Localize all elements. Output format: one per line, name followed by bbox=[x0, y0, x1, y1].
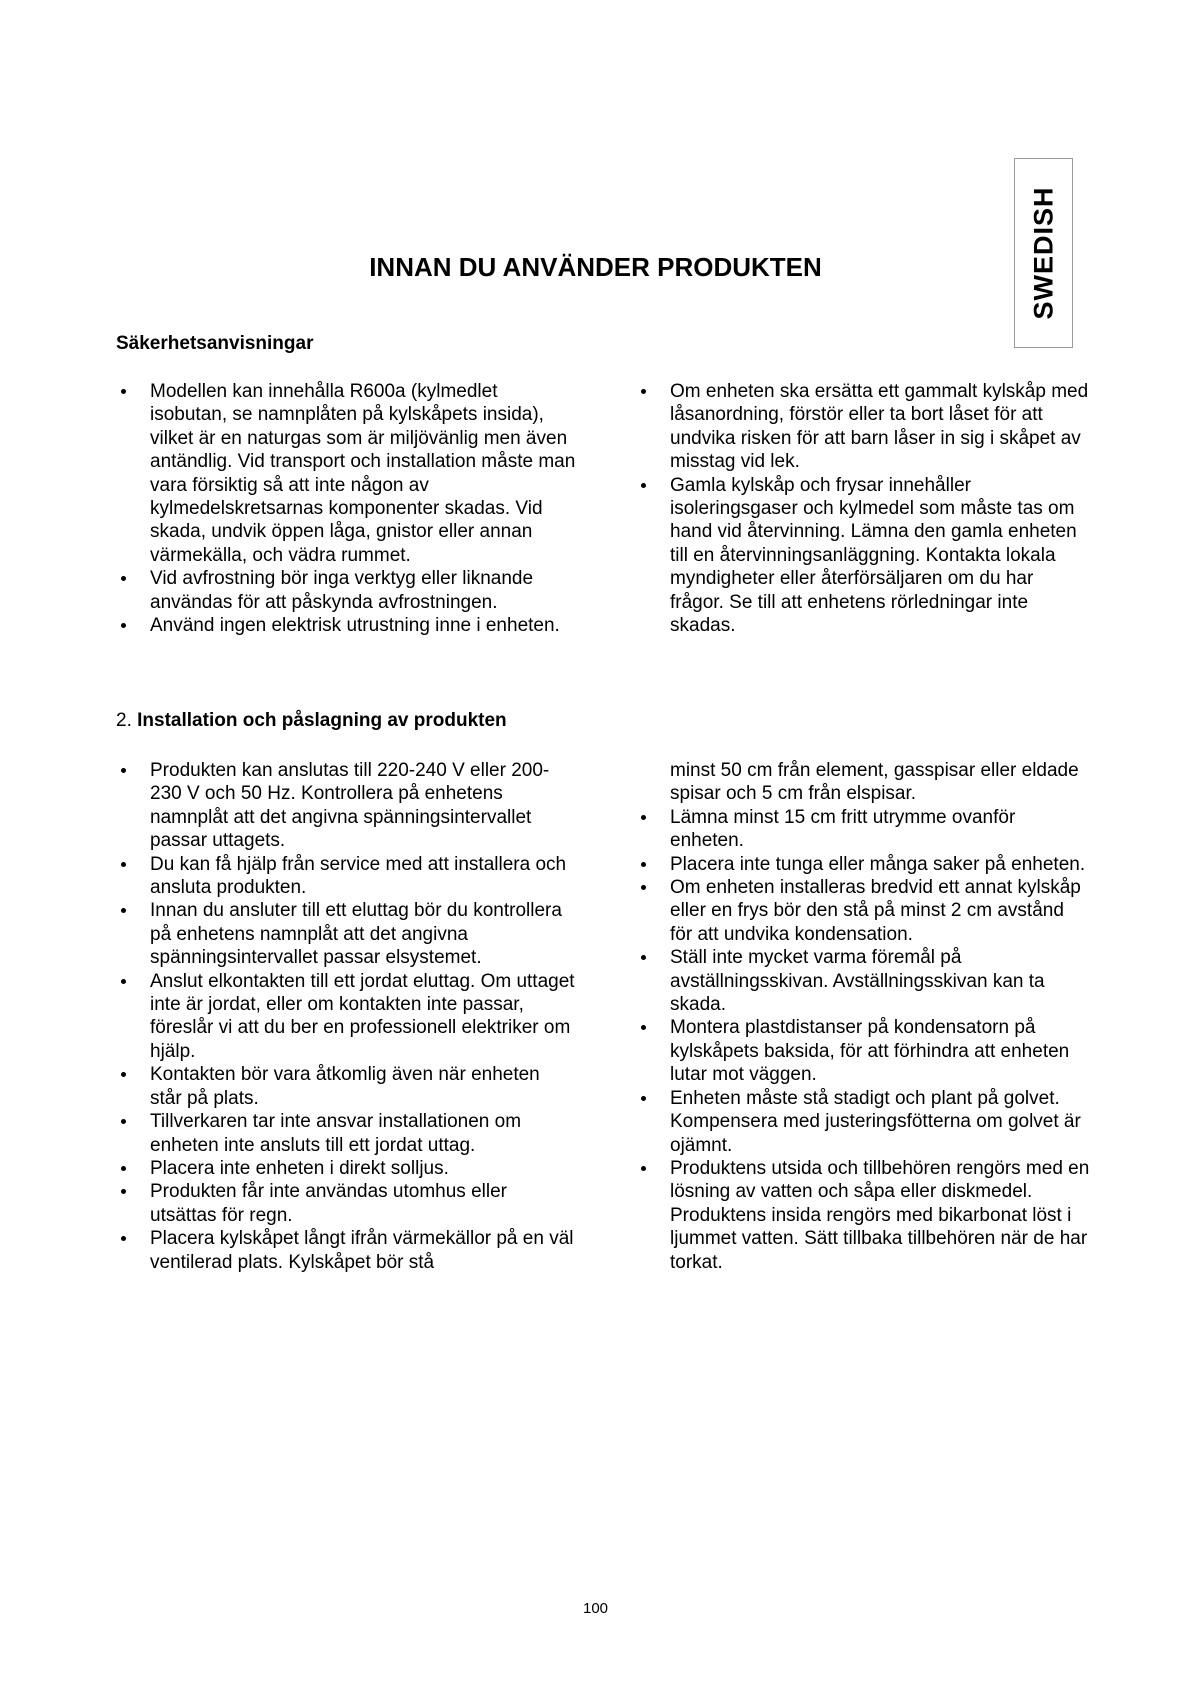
list-item: Gamla kylskåp och frysar innehåller isoleringsgaser och kylmedel som måste tas om hand vid återvinning. Lämna den gamla enheten till en återvinningsanläggning. Kontakta lokala myndigheter eller återförsäljaren om du har frågor. Se till att enhetens rörledningar inte skadas. bbox=[636, 474, 1091, 638]
list-item-continuation: minst 50 cm från element, gasspisar eller eldade spisar och 5 cm från elspisar. bbox=[670, 760, 1079, 805]
section-heading-text: Installation och påslagning av produkten bbox=[137, 710, 507, 731]
list-item: Tillverkaren tar inte ansvar installationen om enheten inte ansluts till ett jordat uttag. bbox=[116, 1110, 576, 1157]
list-item: Montera plastdistanser på kondensatorn på kylskåpets baksida, för att förhindra att enheten lutar mot väggen. bbox=[636, 1016, 1091, 1086]
language-tab-label: SWEDISH bbox=[1028, 186, 1058, 320]
list-item: Om enheten ska ersätta ett gammalt kylskåp med låsanordning, förstör eller ta bort låset för att undvika risken för att barn låser in sig i skåpet av misstag vid lek. bbox=[636, 380, 1091, 474]
installation-list-right bbox=[636, 759, 1091, 1274]
list-item: Placera inte tunga eller många saker på enheten. bbox=[636, 853, 1091, 876]
list-item: Du kan få hjälp från service med att installera och ansluta produkten. bbox=[116, 853, 576, 900]
page-number: 100 bbox=[582, 1600, 609, 1617]
section-heading-installation bbox=[116, 710, 507, 732]
installation-list-left bbox=[116, 759, 576, 1274]
list-item: Lämna minst 15 cm fritt utrymme ovanför enheten. bbox=[636, 806, 1091, 853]
list-item: Ställ inte mycket varma föremål på avställningsskivan. Avställningsskivan kan ta skada. bbox=[636, 946, 1091, 1016]
list-item: Anslut elkontakten till ett jordat eluttag. Om uttaget inte är jordat, eller om kontakten inte passar, föreslår vi att du ber en professionell elektriker om hjälp. bbox=[116, 970, 576, 1064]
list-item: Vid avfrostning bör inga verktyg eller liknande användas för att påskynda avfrostningen. bbox=[116, 567, 576, 614]
list-item: Placera inte enheten i direkt solljus. bbox=[116, 1157, 576, 1180]
safety-list-left bbox=[116, 380, 576, 637]
list-item: Om enheten installeras bredvid ett annat kylskåp eller en frys bör den stå på minst 2 cm avstånd för att undvika kondensation. bbox=[636, 876, 1091, 946]
section-number: 2. bbox=[116, 710, 132, 731]
section-heading-safety: Säkerhetsanvisningar bbox=[116, 333, 314, 354]
page-title: INNAN DU ANVÄNDER PRODUKTEN bbox=[369, 252, 822, 282]
list-item: Produktens utsida och tillbehören rengörs med en lösning av vatten och såpa eller diskmedel. Produktens insida rengörs med bikarbonat löst i ljummet vatten. Sätt tillbaka tillbehören när de har torkat. bbox=[636, 1157, 1091, 1274]
list-item: Kontakten bör vara åtkomlig även när enheten står på plats. bbox=[116, 1063, 576, 1110]
list-item: Använd ingen elektrisk utrustning inne i enheten. bbox=[116, 614, 576, 637]
list-item: Innan du ansluter till ett eluttag bör du kontrollera på enhetens namnplåt att det angivna spänningsintervallet passar elsystemet. bbox=[116, 899, 576, 969]
list-item: Produkten kan anslutas till 220-240 V eller 200-230 V och 50 Hz. Kontrollera på enhetens namnplåt att det angivna spänningsintervallet passar uttagets. bbox=[116, 759, 576, 853]
list-item: Enheten måste stå stadigt och plant på golvet. Kompensera med justeringsfötterna om golvet är ojämnt. bbox=[636, 1087, 1091, 1157]
list-item: Modellen kan innehålla R600a (kylmedlet isobutan, se namnplåten på kylskåpets insida), vilket är en naturgas som är miljövänlig men även antändlig. Vid transport och installation måste man vara försiktig så att inte någon av kylmedelskretsarnas komponenter skadas. Vid skada, undvik öppen låga, gnistor eller annan värmekälla, och vädra rummet. bbox=[116, 380, 576, 567]
safety-list-right bbox=[636, 380, 1091, 637]
list-item: Produkten får inte användas utomhus eller utsättas för regn. bbox=[116, 1180, 576, 1227]
list-item: Placera kylskåpet långt ifrån värmekällor på en väl ventilerad plats. Kylskåpet bör stå bbox=[116, 1227, 576, 1274]
